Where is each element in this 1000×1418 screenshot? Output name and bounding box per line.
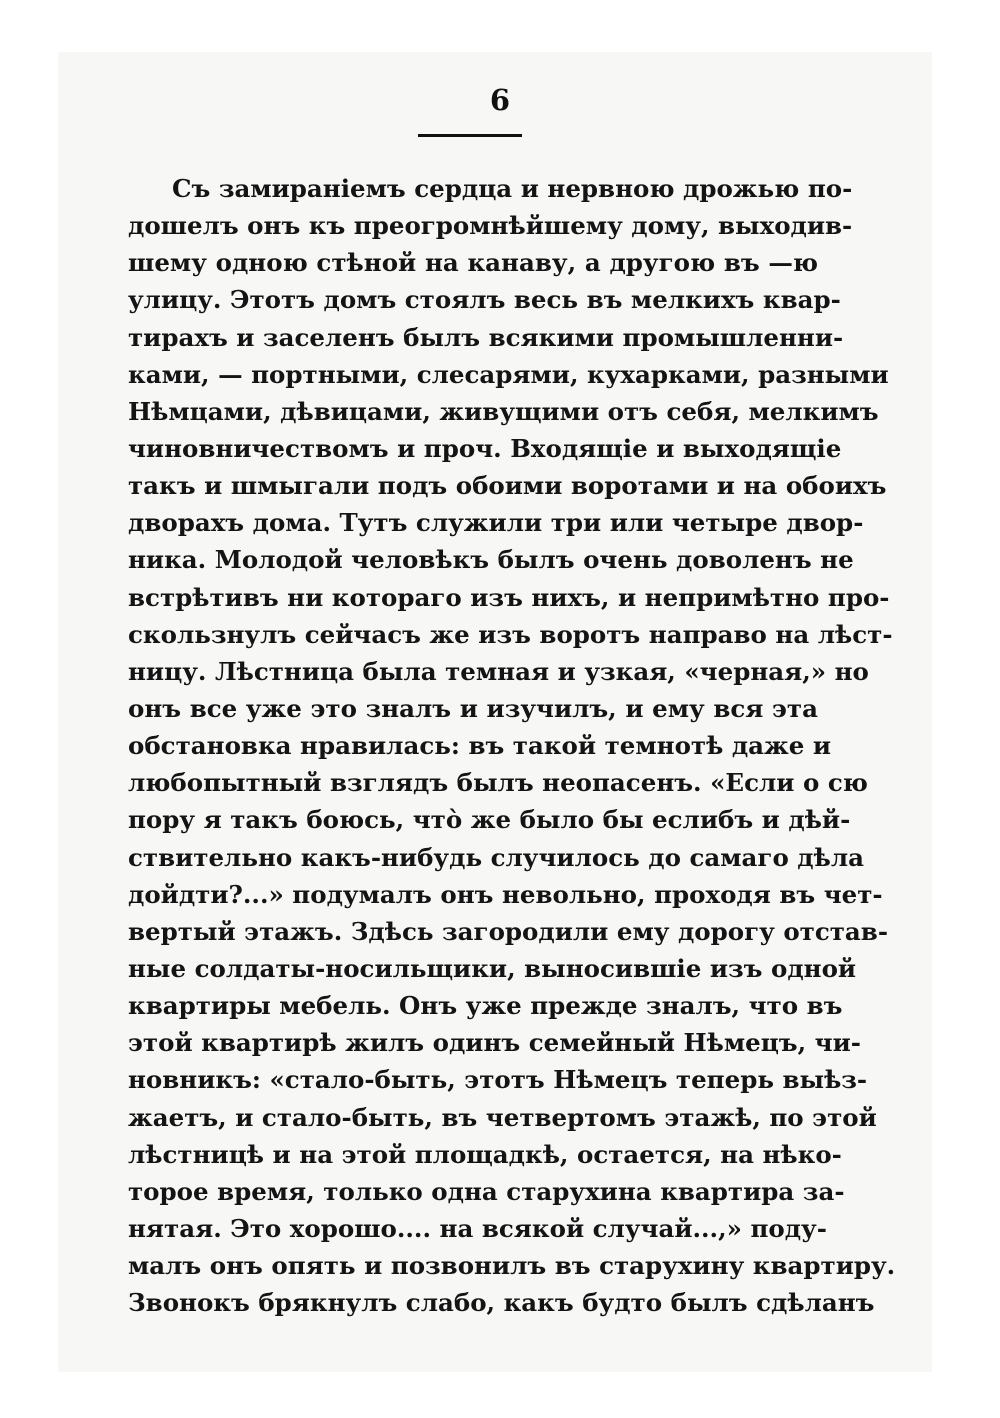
text-line: этой квартирѣ жилъ одинъ семейный Нѣмецъ, чи- — [128, 1028, 861, 1058]
text-line: лѣстницѣ и на этой площадкѣ, остается, на нѣко- — [128, 1139, 842, 1169]
text-line: шему одною стѣной на канаву, а другою въ —ю — [128, 248, 818, 278]
text-line: ные солдаты-носильщики, выносившіе изъ одной — [128, 953, 857, 983]
text-line: Звонокъ брякнулъ слабо, какъ будто былъ сдѣланъ — [128, 1288, 875, 1318]
text-line: ками, — портными, слесарями, кухарками, разными — [128, 359, 889, 389]
text-line: Съ замираніемъ сердца и нервною дрожью по- — [172, 174, 853, 203]
text-line: жаетъ, и стало-быть, въ четвертомъ этажѣ, по этой — [128, 1102, 877, 1132]
text-line: скользнулъ сейчасъ же изъ воротъ направо на лѣст- — [128, 619, 893, 649]
text-line: нятая. Это хорошо.... на всякой случай...,» поду- — [128, 1213, 827, 1243]
text-line: дойдти?...» подумалъ онъ невольно, проходя въ чет- — [128, 879, 883, 909]
text-line: дворахъ дома. Тутъ служили три или четыре двор- — [128, 508, 864, 538]
text-line: тирахъ и заселенъ былъ всякими промышленни- — [128, 322, 844, 352]
text-line: ствительно какъ-нибудь случилось до самаго дѣла — [128, 842, 865, 872]
text-line: квартиры мебель. Онъ уже прежде зналъ, что въ — [128, 991, 843, 1021]
text-line: Нѣмцами, дѣвицами, живущими отъ себя, мелкимъ — [128, 396, 879, 426]
text-line: ницу. Лѣстница была темная и узкая, «черная,» но — [128, 656, 869, 686]
text-line: вертый этажъ. Здѣсь загородили ему дорогу отстав- — [128, 916, 889, 946]
text-line: встрѣтивъ ни котораго изъ нихъ, и непримѣтно про- — [128, 582, 890, 612]
body-text — [128, 170, 896, 1321]
text-line: улицу. Этотъ домъ стоялъ весь въ мелкихъ квар- — [128, 285, 841, 315]
page-number: 6 — [489, 83, 511, 117]
text-line: пору я такъ боюсь, что̀ же было бы еслибъ и дѣй- — [128, 805, 851, 835]
text-line: любопытный взглядъ былъ неопасенъ. «Если о сю — [128, 768, 868, 798]
text-line: онъ все уже это зналъ и изучилъ, и ему вся эта — [128, 693, 818, 723]
text-line: новникъ: «стало-быть, этотъ Нѣмецъ теперь выѣз- — [128, 1065, 868, 1095]
text-line: чиновничествомъ и проч. Входящіе и выходящіе — [128, 433, 842, 463]
text-line: ника. Молодой человѣкъ былъ очень доволенъ не — [128, 545, 854, 575]
text-line: такъ и шмыгали подъ обоими воротами и на обоихъ — [128, 471, 887, 501]
text-line: торое время, только одна старухина квартира за- — [128, 1176, 845, 1206]
text-line: обстановка нравилась: въ такой темнотѣ даже и — [128, 731, 832, 761]
header-rule — [418, 134, 522, 137]
text-line: дошелъ онъ къ преогромнѣйшему дому, выходив- — [128, 211, 853, 241]
text-line: малъ онъ опять и позвонилъ въ старухину квартиру. — [128, 1251, 896, 1281]
